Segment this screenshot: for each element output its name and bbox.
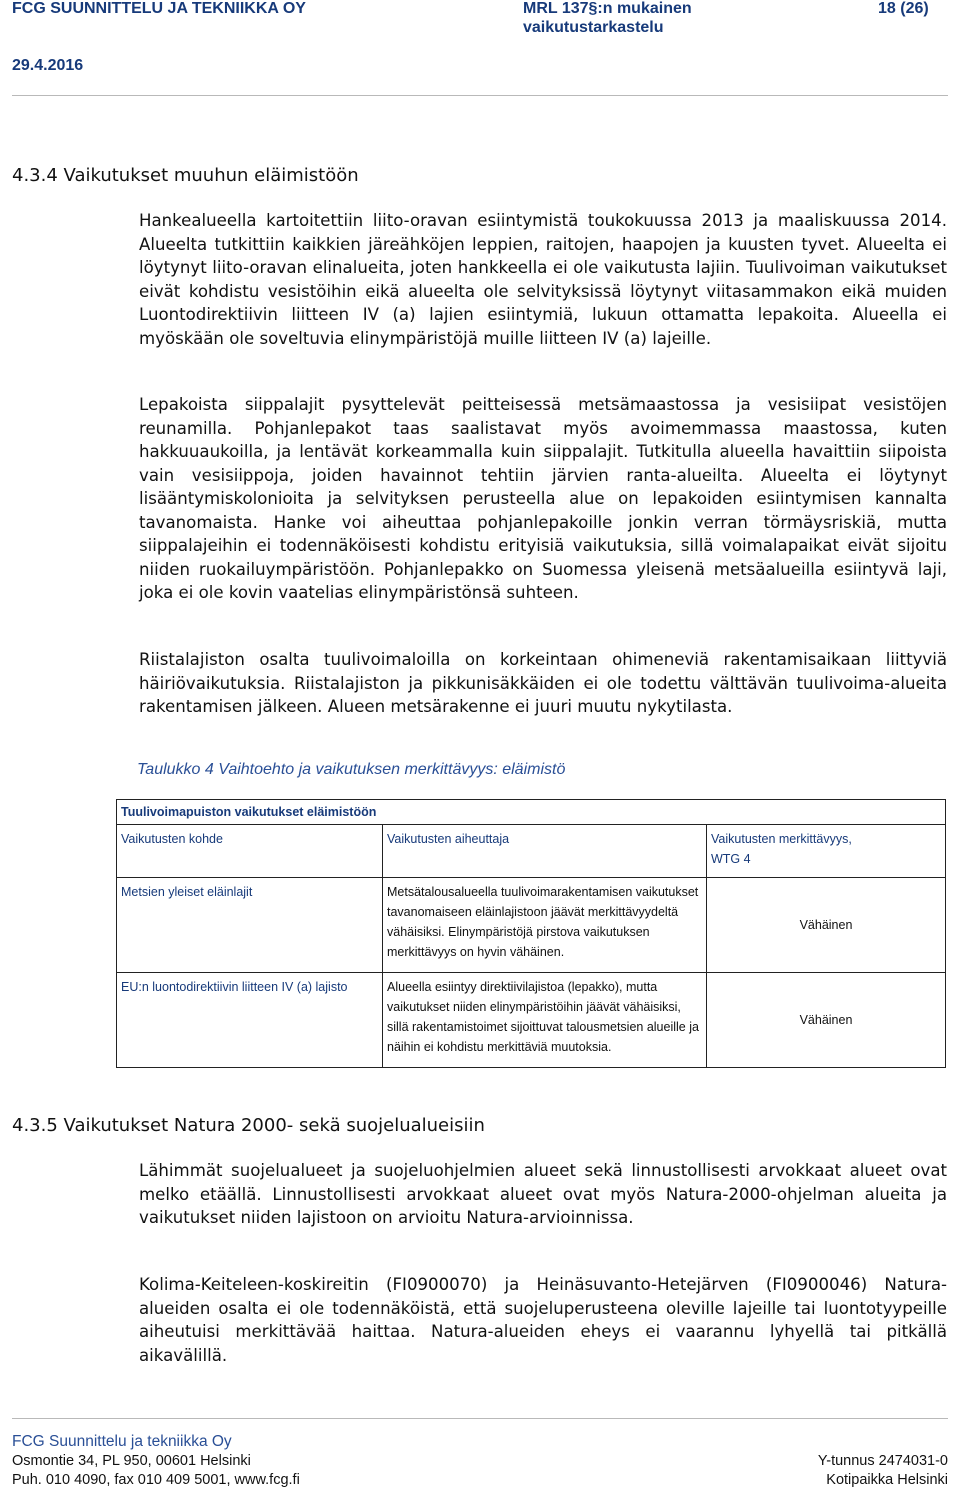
footer-address: Osmontie 34, PL 950, 00601 Helsinki <box>12 1453 251 1469</box>
row-significance: Vähäinen <box>707 878 946 973</box>
header-doc-title: MRL 137§:n mukainen <box>523 0 692 17</box>
paragraph: Kolima-Keiteleen-koskireitin (FI0900070) ja Heinäsuvanto-Hetejärven (FI0900046) Natura-alueiden osalta ei ole todennäköistä, että suojeluperusteena oleville lajeille tai luontotyypeille aiheutuisi merkittävää haittaa. Natura-alueiden eheys ei vaarannu lyhyellä tai pitkällä aikavälillä. <box>139 1275 947 1365</box>
header-divider <box>12 95 948 96</box>
section-heading-435: 4.3.5 Vaikutukset Natura 2000- sekä suojelualueisiin <box>12 1115 485 1136</box>
table-row <box>117 973 946 1068</box>
row-target: Metsien yleiset eläinlajit <box>117 878 383 973</box>
row-cause: Alueella esiintyy direktiivilajistoa (lepakko), mutta vaikutukset niiden elinympäristöihin jäävät vähäisiksi, sillä rakentamistoimet sijoittuvat talousmetsien alueille ja näihin ei kohdistu merkittäviä muutoksia. <box>383 973 707 1068</box>
row-cause: Metsätalousalueella tuulivoimarakentamisen vaikutukset tavanomaiseen eläinlajistoon jäävät merkittävyydeltä vähäisiksi. Elinympäristöjä pirstova vaikutuksen merkittävyys on hyvin vähäinen. <box>383 878 707 973</box>
header-page-number: 18 (26) <box>878 0 929 17</box>
paragraph: Riistalajiston osalta tuulivoimaloilla on korkeintaan ohimeneviä rakentamisaikaan liittyviä häiriövaikutuksia. Riistalajiston ja pikkunisäkkäiden ei ole todettu välttävän tuulivoima-alueita rakentamisen jälkeen. Alueen metsärakenne ei juuri muutu nykytilasta. <box>139 650 947 716</box>
footer-business-id: Y-tunnus 2474031-0 <box>817 1453 948 1469</box>
header-date: 29.4.2016 <box>12 57 84 74</box>
column-header-target: Vaikutusten kohde <box>117 825 383 878</box>
column-header-cause: Vaikutusten aiheuttaja <box>383 825 707 878</box>
section-heading-434: 4.3.4 Vaikutukset muuhun eläimistöön <box>12 165 359 186</box>
footer-domicile: Kotipaikka Helsinki <box>826 1472 948 1488</box>
paragraph: Hankealueella kartoitettiin liito-oravan esiintymistä toukokuussa 2013 ja maaliskuussa 2014. Alueelta tutkittiin kaikkien järeähköjen leppien, raitojen, haapojen ja kuusten tyvet. Alueelta ei löytynyt liito-oravan elinalueita, joten hankkeella ei ole vaikutusta lajiin. Tuulivoiman vaikutukset eivät kohdistu vesistöihin eikä alueelta ole selvityksissä löytynyt viitasammakon eikä muiden Luontodirektiivin liitteen IV (a) lajien esiintymiä, lukuun ottamatta lepakoita. Alueella ei myöskään ole soveltuvia elinympäristöjä muille liitteen IV (a) lajeille. <box>139 211 947 348</box>
column-header-wtg: WTG 4 <box>711 852 751 866</box>
header-doc-subtitle: vaikutustarkastelu <box>523 19 664 36</box>
footer-company: FCG Suunnittelu ja tekniikka Oy <box>12 1433 232 1450</box>
row-significance: Vähäinen <box>707 973 946 1068</box>
footer-phone: Puh. 010 4090, fax 010 409 5001, www.fcg.fi <box>12 1472 300 1488</box>
row-target: EU:n luontodirektiivin liitteen IV (a) lajisto <box>117 973 383 1068</box>
header-company: FCG SUUNNITTELU JA TEKNIIKKA OY <box>12 0 306 17</box>
table-caption: Taulukko 4 Vaihtoehto ja vaikutuksen merkittävyys: eläimistö <box>137 761 566 778</box>
impact-table <box>116 799 946 1068</box>
footer-divider <box>12 1418 948 1419</box>
table-title-row <box>117 800 946 825</box>
table-header-row <box>117 825 946 878</box>
table-row <box>117 878 946 973</box>
paragraph: Lähimmät suojelualueet ja suojeluohjelmien alueet sekä linnustollisesti arvokkaat alueet ovat melko etäällä. Linnustollisesti arvokkaat alueet ovat myös Natura-2000-ohjelman alueita ja vaikutukset niiden lajistoon on arvioitu Natura-arvioinnissa. <box>139 1161 947 1227</box>
paragraph: Lepakoista siippalajit pysyttelevät peitteisessä metsämaastossa ja vesisiipat vesistöjen reunamilla. Pohjanlepakot taas saalistavat myös avoimemmassa maastossa, kuten hakkuuaukoilla, ja lentävät korkeammalla kuin siippalajit. Tutkitulla alueella havaittiin siipoista vain vesisiippoja, joiden havainnot tehtiin järvien ranta-alueilta. Alueelta ei löytynyt lisääntymiskolonioita ja selvityksen perusteella alue on lepakoiden esiintymisen kannalta tavanomaista. Hanke voi aiheuttaa pohjanlepakoille jonkin verran törmäysriskiä, mutta siippalajeihin ei todennäköisesti kohdistu erityisiä vaikutuksia, sillä voimalapaikat eivät sijoitu niiden ruokailuympäristöön. Pohjanlepakko on Suomessa yleisenä metsäalueilla esiintyvä laji, joka ei ole kovin vaatelias elinympäristönsä suhteen. <box>139 395 947 602</box>
table-title: Tuulivoimapuiston vaikutukset eläimistöön <box>117 800 946 825</box>
column-header-significance <box>707 825 946 878</box>
column-header-significance-label: Vaikutusten merkittävyys, <box>711 832 852 846</box>
